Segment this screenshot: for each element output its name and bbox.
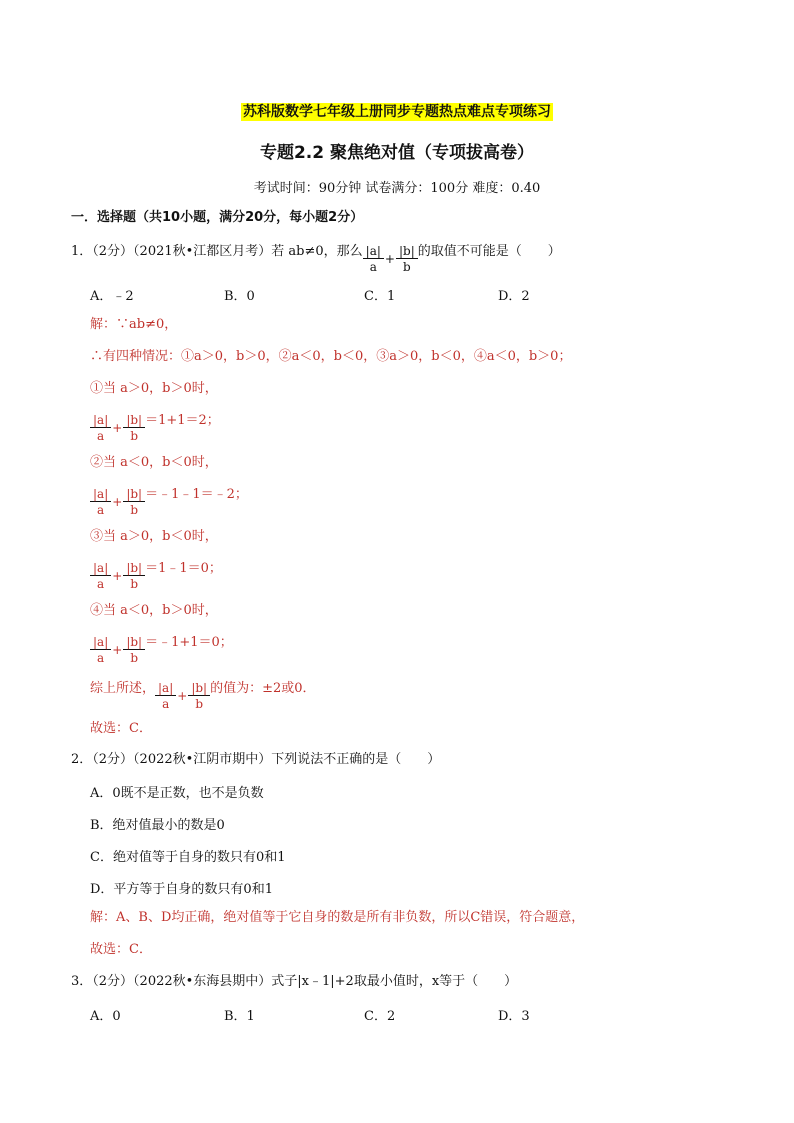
frac-plus: + [112, 569, 123, 583]
frac-num-a: |a| [90, 487, 111, 502]
q3-option-a: A．0 [90, 1009, 121, 1024]
q1-solution-line1: 解：∵ab≠0， [90, 317, 178, 332]
frac-den-b: b [130, 503, 139, 517]
fraction-b [123, 413, 145, 443]
q3-option-c: C．2 [364, 1009, 396, 1024]
fraction-b [123, 635, 145, 665]
calc1-fraction [90, 411, 145, 445]
summary-fraction [155, 679, 210, 713]
fraction-a [363, 244, 384, 274]
summary-before: 综上所述， [90, 681, 156, 696]
frac-num-b: |b| [188, 681, 210, 696]
frac-num-a: |a| [90, 635, 111, 650]
frac-num-a: |a| [155, 681, 176, 696]
q2-solution: 解：A、B、D均正确，绝对值等于它自身的数是所有非负数，所以C错误，符合题意， [90, 910, 585, 925]
calc3-fraction [90, 559, 145, 593]
frac-num-b: |b| [123, 487, 145, 502]
q1-case3: ③当 a＞0，b＜0时， [90, 529, 218, 544]
section-heading: 一．选择题（共10小题，满分20分，每小题2分） [71, 210, 364, 225]
fraction-a [90, 487, 111, 517]
q1-option-c: C．1 [364, 289, 396, 304]
calc4-result: ＝﹣1+1＝0； [145, 635, 233, 650]
frac-den-b: b [403, 260, 411, 274]
fraction-b [123, 487, 145, 517]
exam-info: 考试时间：90分钟 试卷满分：100分 难度：0.40 [253, 181, 541, 196]
calc2-result: ＝﹣1﹣1＝﹣2； [145, 487, 248, 502]
calc1-result: ＝1+1＝2； [145, 413, 220, 428]
fraction-b [188, 681, 210, 711]
q2-option-d: D．平方等于自身的数只有0和1 [90, 882, 273, 897]
q3-option-d: D．3 [498, 1009, 530, 1024]
frac-den-a: a [162, 697, 170, 711]
q2-answer: 故选：C． [90, 942, 152, 957]
frac-den-a: a [97, 651, 105, 665]
frac-den-b: b [130, 429, 139, 443]
calc4-fraction [90, 633, 145, 667]
frac-den-b: b [130, 651, 139, 665]
q1-stem [71, 237, 561, 274]
frac-plus: + [177, 689, 188, 703]
frac-plus: + [112, 421, 123, 435]
q1-stem-before: 1．（2分）（2021秋•江都区月考）若 ab≠0，那么 [71, 244, 363, 259]
frac-num-a: |a| [90, 561, 111, 576]
frac-plus: + [384, 252, 395, 266]
frac-num-a: |a| [90, 413, 111, 428]
fraction-a [155, 681, 176, 711]
frac-plus: + [112, 643, 123, 657]
q1-option-b: B．0 [224, 289, 255, 304]
q1-summary [90, 672, 316, 713]
q1-stem-fraction [363, 244, 418, 274]
q1-solution-line2: ∴有四种情况：①a＞0，b＞0，②a＜0，b＜0，③a＞0，b＜0，④a＜0，b＞0； [90, 349, 572, 364]
fraction-a [90, 635, 111, 665]
q1-calc4 [90, 626, 233, 667]
q1-case2: ②当 a＜0，b＜0时， [90, 455, 218, 470]
frac-num-b: |b| [123, 413, 145, 428]
q2-option-a: A．0既不是正数，也不是负数 [90, 786, 264, 801]
q3-option-b: B．1 [224, 1009, 255, 1024]
q1-case1: ①当 a＞0，b＞0时， [90, 381, 218, 396]
q3-stem: 3．（2分）（2022秋•东海县期中）式子|x﹣1|+2取最小值时，x等于（ ） [71, 974, 518, 989]
frac-den-a: a [369, 260, 377, 274]
frac-den-b: b [195, 697, 204, 711]
frac-num-b: |b| [123, 635, 145, 650]
topic-title: 专题2.2 聚焦绝对值（专项拔高卷） [259, 143, 535, 163]
q1-case4: ④当 a＜0，b＞0时， [90, 603, 218, 618]
q1-option-d: D．2 [498, 289, 530, 304]
q1-calc1 [90, 404, 220, 445]
frac-den-a: a [97, 577, 105, 591]
q1-option-a: A．﹣2 [90, 289, 134, 304]
frac-den-a: a [97, 429, 105, 443]
q1-calc3 [90, 552, 222, 593]
summary-after: 的值为：±2或0． [210, 681, 316, 696]
frac-plus: + [112, 495, 123, 509]
frac-num-b: |b| [123, 561, 145, 576]
frac-num-b: |b| [396, 244, 418, 259]
fraction-a [90, 561, 111, 591]
calc3-result: ＝1﹣1＝0； [145, 561, 222, 576]
frac-den-a: a [97, 503, 105, 517]
q1-answer: 故选：C． [90, 721, 152, 736]
frac-den-b: b [130, 577, 139, 591]
fraction-a [90, 413, 111, 443]
series-title-wrap [0, 101, 794, 121]
q2-stem: 2．（2分）（2022秋•江阴市期中）下列说法不正确的是（ ） [71, 752, 441, 767]
calc2-fraction [90, 485, 145, 519]
q1-stem-after: 的取值不可能是（ ） [417, 244, 561, 259]
frac-num-a: |a| [363, 244, 384, 259]
q2-option-c: C．绝对值等于自身的数只有0和1 [90, 850, 286, 865]
q2-option-b: B．绝对值最小的数是0 [90, 818, 225, 833]
fraction-b [396, 244, 418, 274]
series-title: 苏科版数学七年级上册同步专题热点难点专项练习 [243, 104, 551, 120]
fraction-b [123, 561, 145, 591]
q1-calc2 [90, 478, 248, 519]
